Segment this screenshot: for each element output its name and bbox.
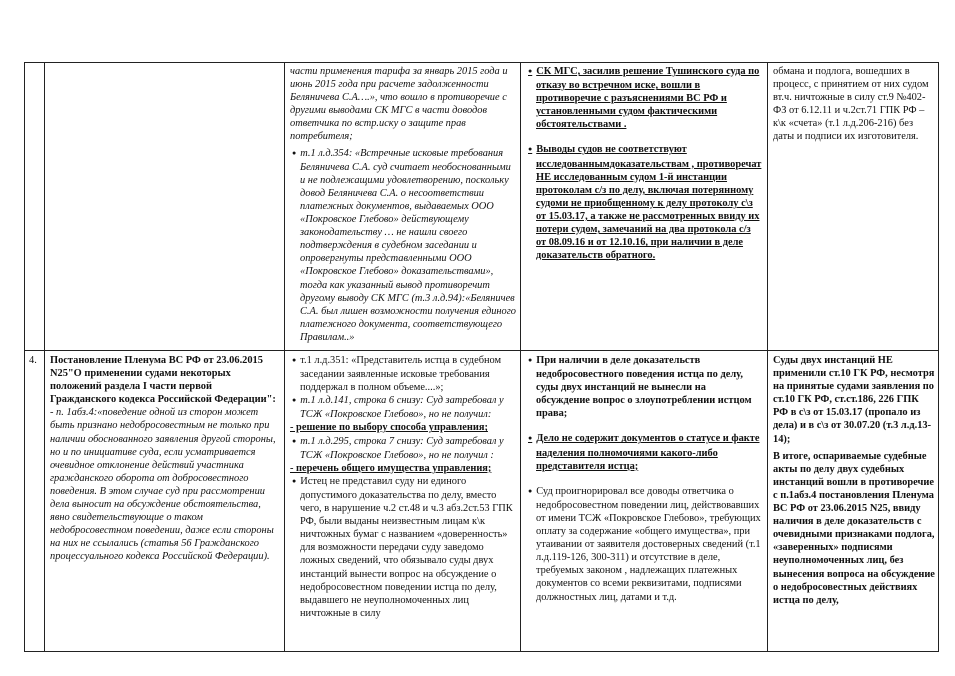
row1-conclusion-cell <box>526 65 762 349</box>
row2-col3-text5: - перечень общего имущества управления; <box>290 462 492 474</box>
row1-col4-text1: СК МГС, засилив решение Тушинского суда по отказу во встречном иске, вошли в противоречие с разъяснениями ВС РФ и установленными судом фактическими обстоятельствами . <box>536 66 760 131</box>
row2-col3-para5 <box>290 462 516 475</box>
row2-violation-cell <box>773 354 935 650</box>
row1-col4-para1 <box>526 65 762 131</box>
row2-col5-para2 <box>773 450 935 607</box>
row2-col4-text2: Дело не содержит документов о статусе и факте наделения полномочиями какого-либо представителя истца; <box>536 433 760 472</box>
row1-col3-para1 <box>290 65 516 144</box>
row2-col2-text2: - п. 1абз.4:«поведение одной из сторон может быть признано недобросовестным не только при наличии обоснованного заявления другой стороны, но и по инициативе суда, если усматривается очевидное отклонение действий участника гражданского оборота от добросовестного поведения. В этом случае суд при рассмотрении дела выносит на обсуждение обстоятельства, явно свидетельствующие о таком недобросовестном поведении, даже если стороны на них не ссылались (статья 56 Гражданского процессуального кодекса Российской Федерации). <box>50 407 276 563</box>
column-divider <box>24 62 25 652</box>
row2-col2-para2 <box>50 406 280 563</box>
row1-violation-cell <box>773 65 935 349</box>
row2-conclusion-cell <box>526 354 762 650</box>
column-divider <box>44 62 45 652</box>
row-divider <box>24 350 939 351</box>
row1-col4-text2: Выводы судов не соответствуют исследованнымдоказательствам , противоречат НЕ исследованным судом 1-й инстанции протоколам с/з по делу, включая потерянному судоми не приобщенному к делу протоколу с\з от 15.03.17, а также не рассмотренных ввиду их потери судом, замечаний на два протокола с/з от 08.09.16 и от 12.10.16, при наличии в деле доказательств обратного. <box>536 144 762 262</box>
row2-law-cell <box>50 354 280 650</box>
row2-col3-para6 <box>290 475 516 620</box>
row2-col4-para1 <box>526 354 762 420</box>
row2-col2-para1 <box>50 354 280 406</box>
row2-col3-text3: - решение по выбору способа управления; <box>290 422 488 434</box>
row1-col5-text1: обмана и подлога, вошедших в процесс, с принятием от них судом вт.ч. ничтожные в силу ст.9 №402-ФЗ от 6.12.11 и ч.2ст.71 ГПК РФ – к\к «счета» (т.1 л.д.206-216) без даты и подписи их изготовителя. <box>773 66 929 143</box>
column-divider <box>284 62 285 652</box>
row2-col4-para2 <box>526 432 762 472</box>
table-border-bottom <box>24 651 939 652</box>
column-divider <box>767 62 768 652</box>
row2-col2-text1: Постановление Пленума ВС РФ от 23.06.2015 N25"О применении судами некоторых положений раздела I части первой Гражданского кодекса Российской Федерации": <box>50 355 276 406</box>
row2-col3-para1 <box>290 354 516 394</box>
spacer <box>526 473 762 485</box>
row2-col5-para1 <box>773 354 935 446</box>
row1-col3-para2 <box>290 147 516 344</box>
row2-col5-text2: В итоге, оспариваемые судебные акты по делу двух судебных инстанций вошли в противоречие с п.1абз.4 постановления Пленума ВС РФ от 23.06.2015 N25, ввиду наличия в деле доказательств с очевидными признаками подлога, «заверенных» подписями неуполномоченных лиц, без вынесения вопроса на обсуждение о недобросовестных действиях истца по делу, <box>773 450 935 606</box>
row2-col4-para3 <box>526 485 762 604</box>
table-border-top <box>24 62 939 63</box>
spacer <box>526 420 762 432</box>
row2-col3-para3 <box>290 421 516 434</box>
spacer <box>526 131 762 143</box>
row2-argument-cell <box>290 354 516 650</box>
row-number: 4. <box>29 355 37 366</box>
row2-col3-text6: Истец не представил суду ни единого допустимого доказательства по делу, вместо чего, в нарушение ч.2 ст.48 и ч.3 абз.2ст.53 ГПК РФ, были выданы неизвестным лицам к\к ничтожных бумаг с названием «доверенность» для возможности передачи суду заведомо ложных сведений, что обязывало суды двух инстанций вынести вопрос на обсуждение о недобросовестном поведении истца по делу, выдавшего не неуполномоченных лиц ничтожные в силу <box>300 475 513 619</box>
column-divider <box>520 62 521 652</box>
row1-col5-para1 <box>773 65 935 144</box>
row1-col4-para2 <box>526 143 762 262</box>
row1-argument-cell <box>290 65 516 349</box>
row2-col3-para4 <box>290 435 516 462</box>
row1-col3-text1: части применения тарифа за январь 2015 года и июнь 2015 года при расчете задолженности Беляничева С.А….», что вошло в противоречие с другими выводами СК МГС в части доводов ответчика по встр.иску о защите прав потребителя; <box>290 66 508 143</box>
row1-col3-text2: т.1 л.д.354: «Встречные исковые требования Беляничева С.А. суд считает необоснованными и не подлежащими удовлетворению, поскольку довод Беляничева С.А. о несоответствии платежных документов, выдаваемых ООО «Покровское Глебово» действующему законодательству … не нашли своего подтверждения в судебном заседании и опровергнуты представленными ООО «Покровское Глебово» доказательствами», тогда как указанный вывод противоречит другому выводу СК МГС (т.3 л.д.94):«Беляничев С.А. был лишен возможности получения единого платежного документа, соответствующего Правилам..» <box>300 147 516 343</box>
row2-col3-text2: т.1 л.д.141, строка 6 снизу: Суд затребовал у ТСЖ «Покровское Глебово», но не получил: <box>300 395 504 421</box>
column-divider <box>938 62 939 652</box>
document-table <box>24 62 939 652</box>
row2-col3-text4: т.1 л.д.295, строка 7 снизу: Суд затребовал у ТСЖ «Покровское Глебово», но не получил : <box>300 435 504 461</box>
row2-col3-para2 <box>290 394 516 421</box>
row2-col3-text1: т.1 л.д.351: «Представитель истца в судебном заседании заявленные исковые требования поддержал в полном объеме....»; <box>300 355 502 394</box>
row2-col4-text3: Суд проигнорировал все доводы ответчика о недобросовестном поведении лиц, действовавших от имени ТСЖ «Покровское Глебово», требующих оплату за содержание «общего имущества», при утаивании от заявителя достоверных сведений (т.1 л.д.119-126, 300-311) и отсутствие в деле, требуемых законом , надлежащих платежных документов со всеми реквизитами, подписями должностных лиц, датами и т.д. <box>536 485 761 603</box>
row2-col5-text1: Суды двух инстанций НЕ применили ст.10 ГК РФ, несмотря на принятые судами заявления по ст.10 ГК РФ, ст.ст.186, 226 ГПК РФ в с\з от 15.03.17 (пропало из дела) и в с\з от 30.07.20 (т.3 л.д.13-14); <box>773 355 935 445</box>
row2-col4-text1: При наличии в деле доказательств недобросовестного поведения истца по делу, суды двух инстанций не вынесли на обсуждение вопрос о злоупотреблении истцом права; <box>536 355 752 420</box>
